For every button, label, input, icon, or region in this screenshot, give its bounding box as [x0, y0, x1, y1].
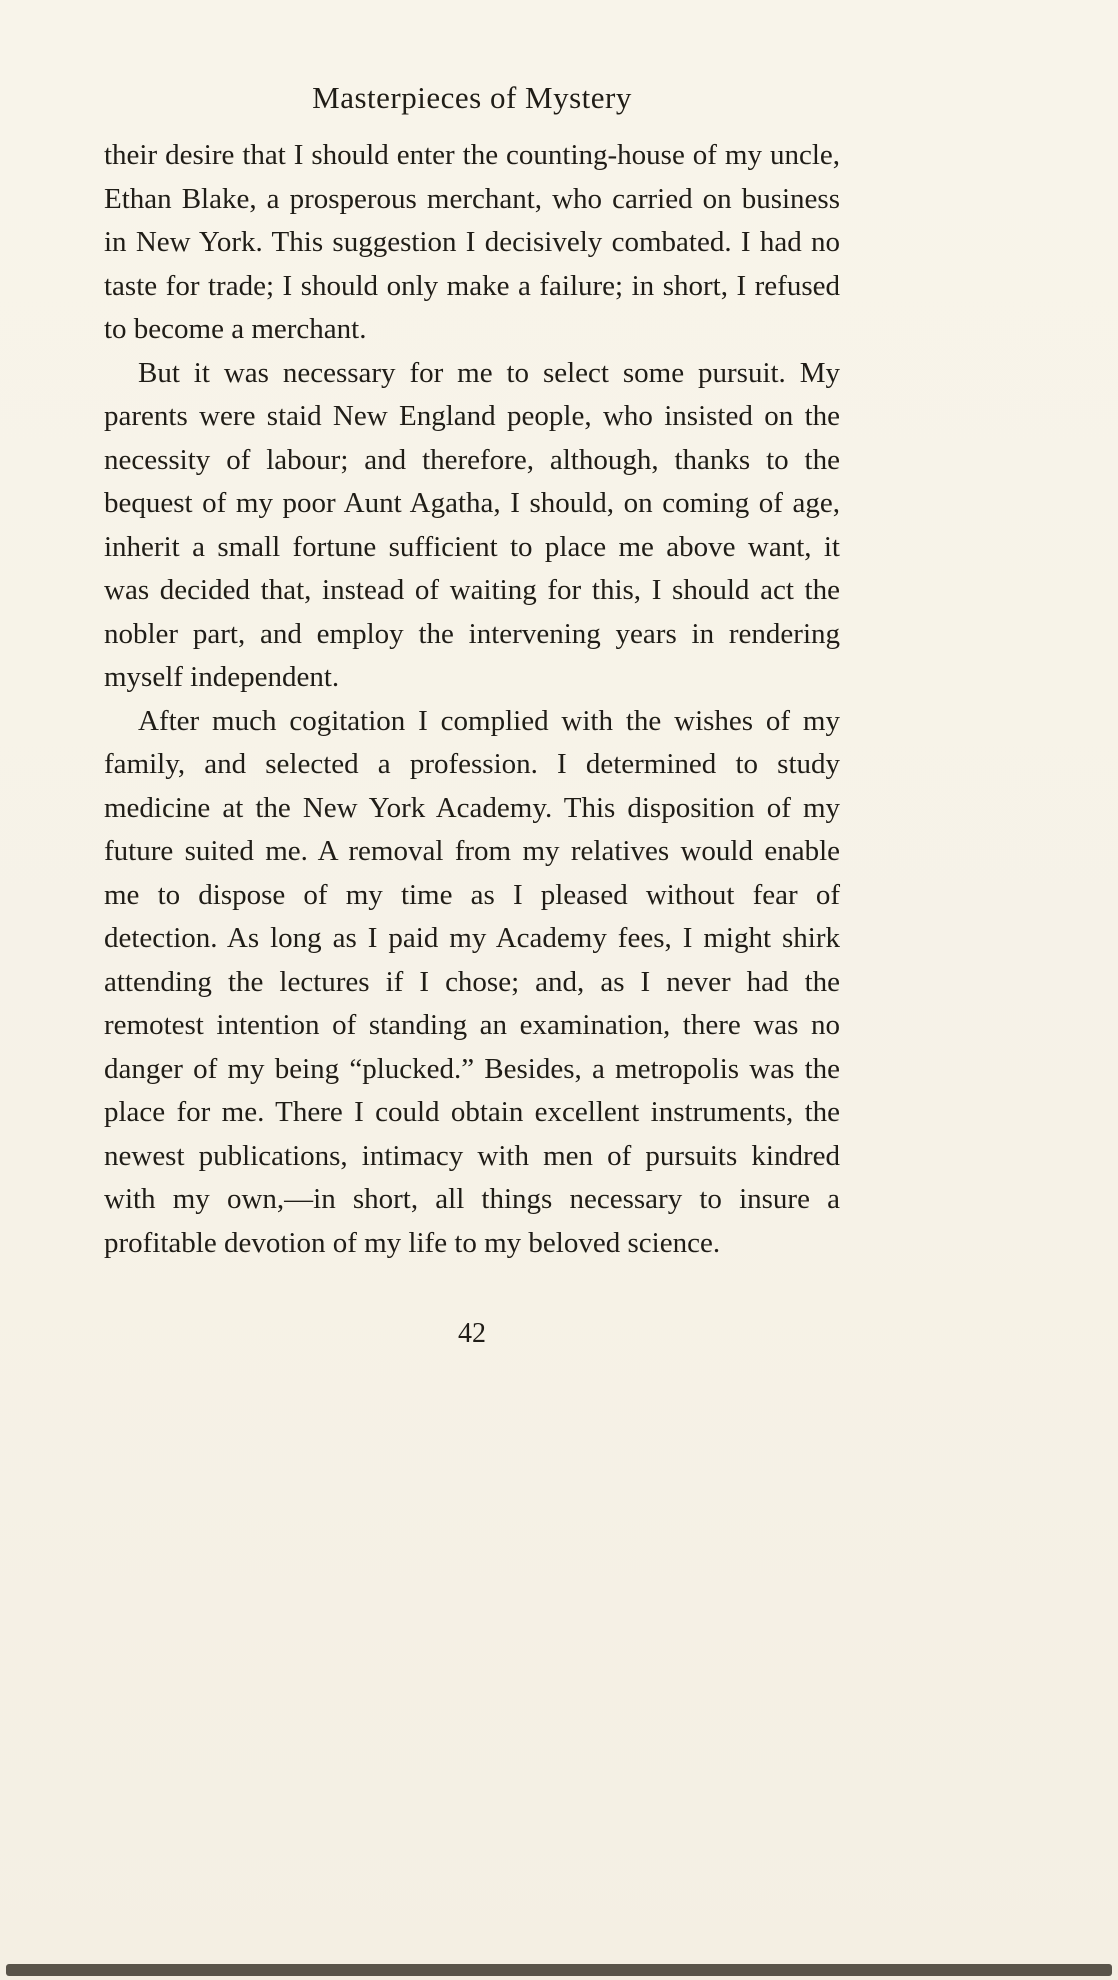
scan-edge [6, 1964, 1112, 1976]
running-header: Masterpieces of Mystery [312, 80, 632, 115]
paragraph: their desire that I should enter the counting-house of my uncle, Ethan Blake, a prosperous merchant, who carried on business in New York. This suggestion I decisively combated. I had no taste for trade; I should only make a failure; in short, I refused to become a merchant. [104, 139, 840, 345]
paragraph: But it was necessary for me to select some pursuit. My parents were staid New England people, who insisted on the necessity of labour; and therefore, although, thanks to the bequest of my poor Aunt Agatha, I should, on coming of age, inherit a small fortune sufficient to place me above want, it was decided that, instead of waiting for this, I should act the nobler part, and employ the intervening years in rendering myself independent. [104, 356, 840, 693]
body-text [104, 134, 840, 1265]
page-number: 42 [458, 1318, 486, 1349]
paragraph: After much cogitation I complied with the wishes of my family, and selected a profession. I determined to study medicine at the New York Academy. This disposition of my future suited me. A removal from my relatives would enable me to dispose of my time as I pleased without fear of detection. As long as I paid my Academy fees, I might shirk attending the lectures if I chose; and, as I never had the remotest intention of standing an examination, there was no danger of my being “plucked.” Besides, a metropolis was the place for me. There I could obtain excellent instruments, the newest publications, intimacy with men of pursuits kindred with my own,—in short, all things necessary to insure a profitable devotion of my life to my beloved science. [104, 704, 840, 1259]
